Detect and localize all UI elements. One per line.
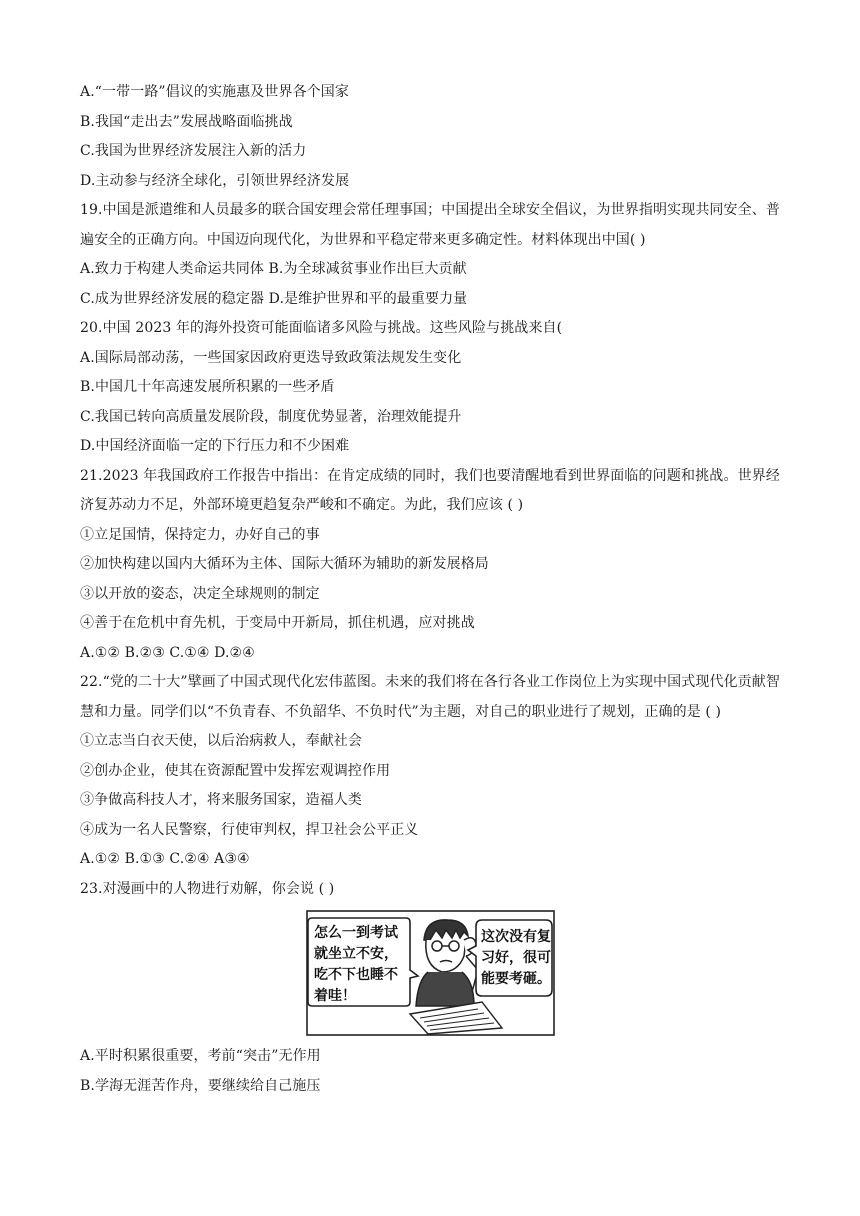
exam-anxiety-cartoon <box>306 910 555 1036</box>
q23-stem: 23.对漫画中的人物进行劝解，你会说 ( ) <box>80 880 335 897</box>
q22-options: A.①② B.①③ C.②④ A③④ <box>80 851 250 867</box>
q21-options: A.①② B.②③ C.①④ D.②④ <box>80 644 255 661</box>
q19-stem: 19.中国是派遣维和人员最多的联合国安理会常任理事国；中国提出全球安全倡议，为世界指明实现共同安全、普遍安全的正确方向。中国迈向现代化，为世界和平稳定带来更多确定性。材料体现出中国( ) <box>80 202 780 248</box>
q19-options-row1: A.致力于构建人类命运共同体 B.为全球减贫事业作出巨大贡献 <box>80 261 467 277</box>
exam-page <box>80 78 780 1101</box>
q22-statement-3: ③争做高科技人才，将来服务国家，造福人类 <box>80 792 362 808</box>
q20-option-a: A.国际局部动荡，一些国家因政府更迭导致政策法规发生变化 <box>80 349 462 366</box>
q22-statement-4: ④成为一名人民警察，行使审判权，捍卫社会公平正义 <box>80 821 419 838</box>
q21-stem: 21.2023 年我国政府工作报告中指出：在肯定成绩的同时，我们也要清醒地看到世界面临的问题和挑战。世界经济复苏动力不足，外部环境更趋复杂严峻和不确定。为此，我们应该 ( ) <box>80 467 780 513</box>
q21-statement-4: ④善于在危机中育先机，于变局中开新局，抓住机遇，应对挑战 <box>80 615 475 631</box>
q22-statement-2: ②创办企业，使其在资源配置中发挥宏观调控作用 <box>80 762 391 779</box>
q22-stem: 22.“党的二十大”擘画了中国式现代化宏伟蓝图。未来的我们将在各行各业工作岗位上为实现中国式现代化贡献智慧和力量。同学们以“不负青春、不负韶华、不负时代”为主题，对自己的职业进行了规划，正确的是 ( ) <box>80 674 780 720</box>
left-bubble-line-4: 着哇！ <box>314 988 356 1004</box>
left-bubble-line-3: 吃不下也睡不 <box>314 967 398 983</box>
q20-option-d: D.中国经济面临一定的下行压力和不少困难 <box>80 438 350 454</box>
cartoon-container <box>80 908 780 1040</box>
q18-option-b: B.我国“走出去”发展战略面临挑战 <box>80 113 293 130</box>
right-bubble-line-1: 这次没有复 <box>481 929 551 945</box>
q18-option-c: C.我国为世界经济发展注入新的活力 <box>80 143 307 159</box>
left-bubble-line-1: 怎么一到考试 <box>314 925 398 941</box>
q20-stem: 20.中国 2023 年的海外投资可能面临诸多风险与挑战。这些风险与挑战来自( <box>80 320 563 336</box>
q23-option-a: A.平时积累很重要，考前“突击”无作用 <box>80 1048 321 1064</box>
q21-statement-3: ③以开放的姿态，决定全球规则的制定 <box>80 585 320 602</box>
q18-option-d: D.主动参与经济全球化，引领世界经济发展 <box>80 172 350 189</box>
q23-option-b: B.学海无涯苦作舟，要继续给自己施压 <box>80 1077 321 1094</box>
q20-option-c: C.我国已转向高质量发展阶段，制度优势显著，治理效能提升 <box>80 408 462 425</box>
q21-statement-2: ②加快构建以国内大循环为主体、国际大循环为辅助的新发展格局 <box>80 556 489 572</box>
q19-options-row2: C.成为世界经济发展的稳定器 D.是维护世界和平的最重要力量 <box>80 290 468 307</box>
q21-statement-1: ①立足国情，保持定力，办好自己的事 <box>80 526 320 543</box>
right-bubble-line-3: 能要考砸。 <box>481 971 551 987</box>
q20-option-b: B.中国几十年高速发展所积累的一些矛盾 <box>80 379 335 395</box>
q22-statement-1: ①立志当白衣天使，以后治病救人，奉献社会 <box>80 733 362 749</box>
right-bubble-line-2: 习好，很可 <box>481 950 551 966</box>
left-bubble-line-2: 就坐立不安， <box>314 946 398 962</box>
q18-option-a: A.“一带一路”倡议的实施惠及世界各个国家 <box>80 84 349 100</box>
